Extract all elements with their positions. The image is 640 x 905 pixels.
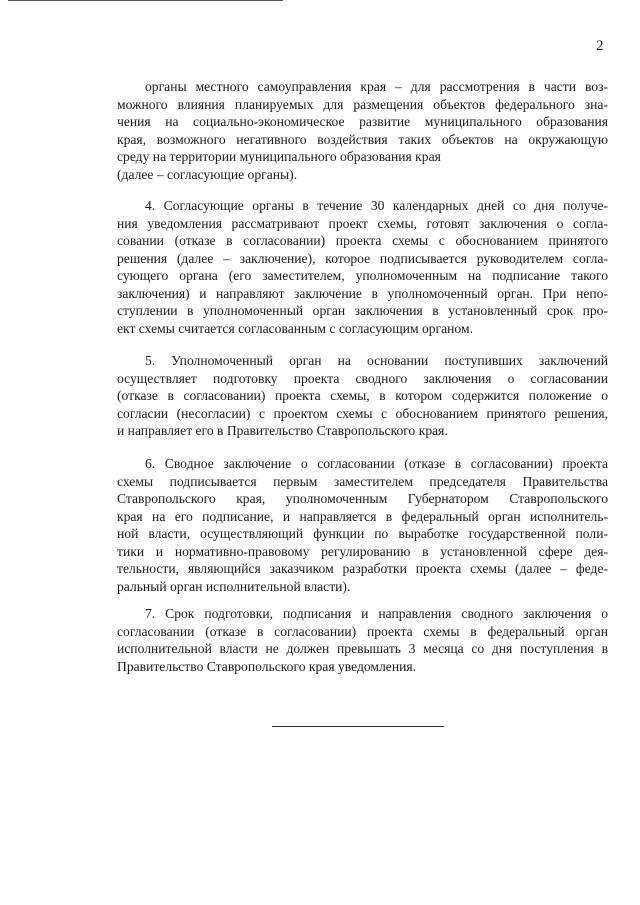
paragraph-line: 7. Срок подготовки, подписания и направления сводного заключения о: [145, 606, 608, 621]
paragraph-line: края, возможного негативного воздействия таких объектов на окружающую: [117, 131, 608, 147]
paragraph-line: ния уведомления рассматривают проект схемы, готовят заключения о согла-: [117, 215, 608, 231]
paragraph-line: чения на социально-экономическое развитие муниципального образования: [117, 114, 608, 129]
paragraph-line: и направляет его в Правительство Ставропольского края.: [117, 423, 448, 438]
paragraph-line: (далее – согласующие органы).: [117, 166, 298, 182]
paragraph-line: заключения) и направляют заключение в уполномоченный орган. При непо-: [117, 285, 608, 301]
paragraph-line: решения (далее – заключение), которое подписывается руководителем согла-: [117, 250, 608, 266]
paragraph-7: [117, 605, 608, 675]
paragraph-line: Ставропольского края, уполномоченным Губернатором Ставропольского: [117, 491, 608, 506]
paragraph-line: согласовании (отказе в согласовании) проекта схемы в федеральный орган: [117, 623, 608, 639]
paragraph-line: ральный орган исполнительной власти).: [117, 578, 351, 594]
paragraph-line: Правительство Ставропольского края уведомления.: [117, 658, 417, 674]
paragraph-line: органы местного самоуправления края – для рассмотрения в части воз-: [145, 79, 608, 94]
paragraph-line: исполнительной власти не должен превышать 3 месяца со дня поступления в: [117, 641, 608, 656]
paragraph-line: 6. Сводное заключение о согласовании (отказе в согласовании) проекта: [145, 456, 608, 471]
paragraph-4: [117, 197, 608, 337]
paragraph-top: [117, 78, 608, 183]
paragraph-line: совании (отказе в согласовании) проекта схемы с обоснованием принятого: [117, 233, 608, 248]
paragraph-line: 5. Уполномоченный орган на основании поступивших заключений: [145, 353, 608, 368]
paragraph-line: ступлении в уполномоченный орган заключения в установленный срок про-: [117, 303, 608, 318]
paragraph-6: [117, 455, 608, 595]
paragraph-line: края на его подписание, и направляется в федеральный орган исполнитель-: [117, 508, 608, 524]
paragraph-line: 4. Согласующие органы в течение 30 календарных дней со дня получе-: [145, 198, 608, 213]
page-number: 2: [596, 38, 604, 54]
paragraph-line: (отказе в согласовании) проекта схемы, в котором содержится положение о: [117, 388, 608, 403]
end-of-document-rule: [272, 726, 444, 727]
paragraph-line: ект схемы считается согласованным с согласующим органом.: [117, 320, 473, 336]
paragraph-line: осуществляет подготовку проекта сводного заключения о согласовании: [117, 370, 608, 386]
paragraph-line: согласии (несогласии) с проектом схемы с обоснованием принятого решения,: [117, 405, 608, 421]
paragraph-line: сующего органа (его заместителем, уполномоченным на подписание такого: [117, 268, 608, 283]
paragraph-line: тельности, являющийся заказчиком разработки проекта схемы (далее – феде-: [117, 561, 608, 576]
paragraph-line: ной власти, осуществляющий функции по выработке государственной поли-: [117, 526, 608, 541]
paragraph-5: [117, 352, 608, 440]
paragraph-line: схемы подписывается первым заместителем председателя Правительства: [117, 473, 608, 489]
paragraph-line: среду на территории муниципального образования края: [117, 149, 441, 164]
paragraph-line: можного влияния планируемых для размещения объектов федерального зна-: [117, 96, 608, 112]
header-rule: [8, 0, 283, 1]
paragraph-line: тики и нормативно-правовому регулированию в установленной сфере дея-: [117, 543, 608, 559]
